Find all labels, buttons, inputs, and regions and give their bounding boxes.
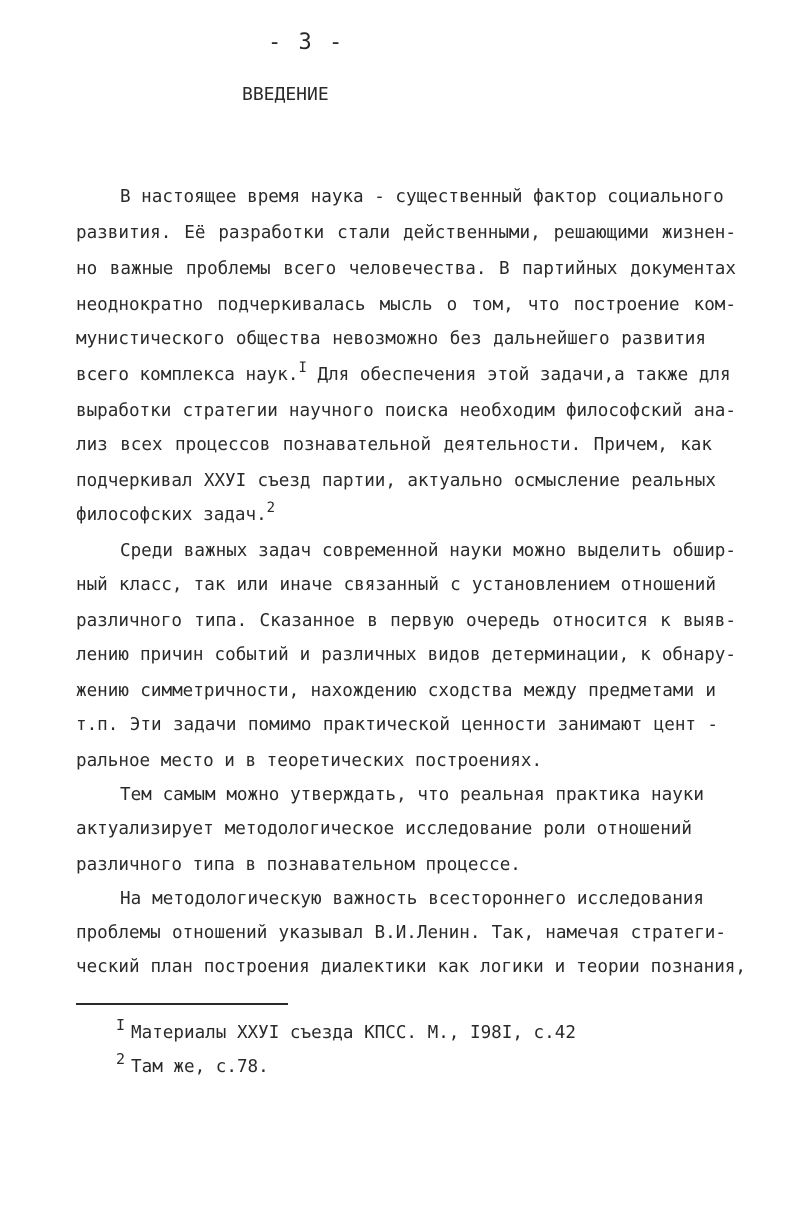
text-line: подчеркивал ХХУI съезд партии, актуально осмысление реальных — [76, 471, 716, 491]
footnote-ref-2: 2 — [266, 500, 276, 516]
text-line: Тем самым можно утверждать, что реальная практика науки — [120, 785, 704, 805]
text-line: различного типа в познавательном процессе. — [76, 855, 521, 875]
text-line: ральное место и в теоретических построениях. — [76, 751, 543, 771]
text-segment: всего комплекса наук. — [76, 365, 299, 385]
footnote-mark: 2 — [116, 1050, 126, 1068]
text-line: проблемы отношений указывал В.И.Ленин. Так, намечая стратеги- — [76, 923, 726, 943]
text-line: выработки стратегии научного поиска необходим философский ана- — [76, 401, 736, 421]
footnote-mark: I — [116, 1016, 126, 1034]
text-line — [76, 360, 736, 386]
text-segment: Для обеспечения этой задачи,а также для — [317, 365, 731, 385]
text-line: жению симметричности, нахождению сходства между предметами и — [76, 681, 716, 701]
footnote-1 — [116, 1016, 576, 1044]
footnote-ref-1: I — [298, 360, 307, 376]
text-line: Среди важных задач современной науки можно выделить обшир- — [120, 541, 736, 561]
text-line: различного типа. Сказанное в первую очередь относится к выяв- — [76, 611, 736, 631]
text-line: лению причин событий и различных видов детерминации, к обнару- — [76, 645, 736, 665]
footnote-divider — [76, 1003, 288, 1005]
text-line: т.п. Эти задачи помимо практической ценности занимают цент - — [76, 715, 718, 735]
text-segment: философских задач. — [76, 505, 267, 525]
text-line: неоднократно подчеркивалась мысль о том, что построение ком- — [76, 295, 736, 315]
text-line: развития. Её разработки стали действенными, решающими жизнен- — [76, 223, 736, 243]
footnote-text: Материалы ХХУI съезда КПСС. М., I98I, с.42 — [131, 1023, 576, 1043]
footnote-text: Там же, с.78. — [131, 1057, 269, 1077]
text-line: актуализирует методологическое исследование роли отношений — [76, 819, 692, 839]
text-line: ный класс, так или иначе связанный с установлением отношений — [76, 575, 716, 595]
text-line: мунистического общества невозможно без дальнейшего развития — [76, 329, 706, 349]
text-line: ческий план построения диалектики как логики и теории познания, — [76, 957, 746, 977]
text-line: но важные проблемы всего человечества. В партийных документах — [76, 259, 736, 279]
page-title: ВВЕДЕНИЕ — [242, 84, 329, 105]
text-line: лиз всех процессов познавательной деятельности. Причем, как — [76, 435, 712, 455]
footnote-2 — [116, 1050, 269, 1078]
text-line — [76, 500, 736, 526]
text-line: На методологическую важность всестороннего исследования — [120, 889, 704, 909]
page-number: - 3 - — [268, 30, 345, 55]
text-line: В настоящее время наука - существенный фактор социального — [120, 187, 724, 207]
